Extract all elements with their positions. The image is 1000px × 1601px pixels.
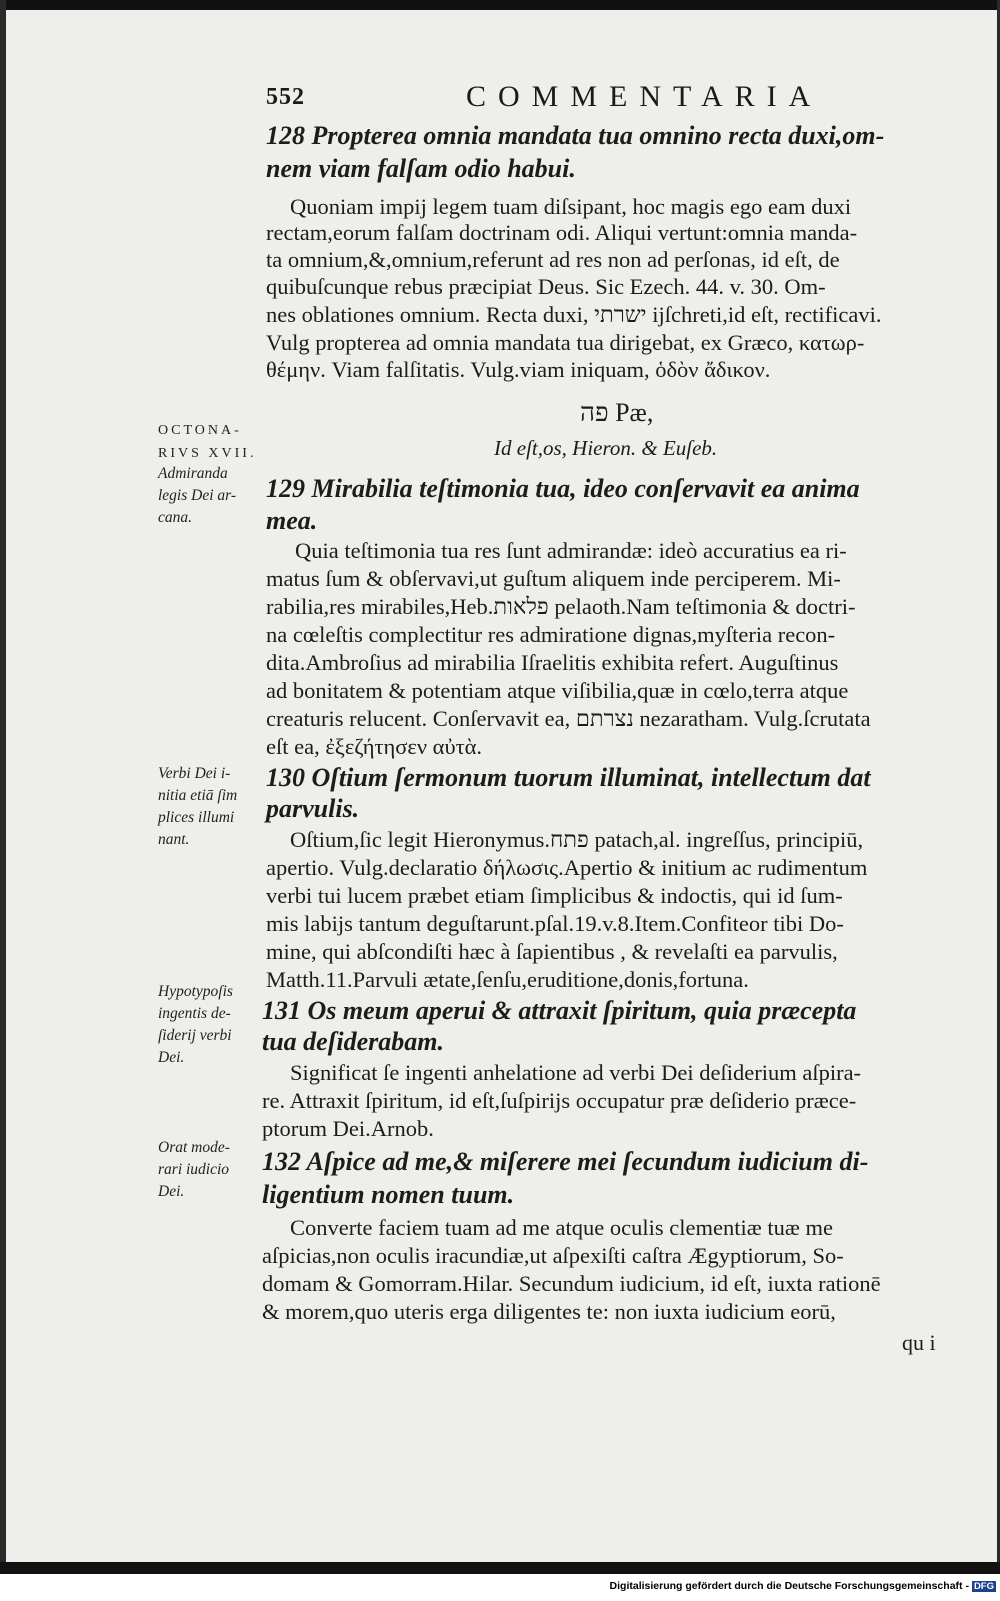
margin-note: Orat mode- <box>158 1139 230 1156</box>
margin-note: ingentis de- <box>158 1005 231 1022</box>
verse-130-line-1: 130 Oſtium ſermonum tuorum illuminat, intellectum dat <box>266 763 871 792</box>
commentary-line: ta omnium,&,omnium,referunt ad res non ad perſonas, id eſt, de <box>266 247 840 272</box>
commentary-line: ad bonitatem & potentiam atque viſibilia,quæ in cœlo,terra atque <box>266 678 849 703</box>
verse-128-line-2: nem viam falſam odio habui. <box>266 154 576 183</box>
verse-132-line-2: ligentium nomen tuum. <box>262 1180 515 1209</box>
commentary-line: rectam,eorum falſam doctrinam odi. Aliqui vertunt:omnia manda- <box>266 220 858 245</box>
verse-131-line-2: tua deſiderabam. <box>262 1027 444 1056</box>
section-heading-gloss: Id eſt,os, Hieron. & Euſeb. <box>494 436 718 460</box>
margin-note: Dei. <box>158 1183 185 1200</box>
verse-131-line-1: 131 Os meum aperui & attraxit ſpiritum, quia præcepta <box>262 996 857 1025</box>
margin-note: Verbi Dei i- <box>158 765 231 782</box>
commentary-line: Quia teſtimonia tua res ſunt admirandæ: ideò accuratius ea ri- <box>295 538 847 563</box>
commentary-line: Oſtium,ſic legit Hieronymus.פתח patach,al. ingreſſus, principiū, <box>290 827 864 852</box>
verse-130-line-2: parvulis. <box>266 794 360 823</box>
commentary-line: Vulg propterea ad omnia mandata tua dirigebat, ex Græco, κατωρ- <box>266 330 865 355</box>
commentary-line: mine, qui abſcondiſti hæc à ſapientibus , & revelaſti ea parvulis, <box>266 939 838 964</box>
catchword: qu i <box>902 1330 936 1355</box>
commentary-line: ptorum Dei.Arnob. <box>262 1116 434 1141</box>
commentary-line: nes oblationes omnium. Recta duxi, ישרתי ijſchreti,id eſt, rectificavi. <box>266 302 882 327</box>
margin-note: RIVS XVII. <box>158 446 257 461</box>
scan-border-top <box>0 0 1000 10</box>
scan-border-bottom <box>0 1562 1000 1574</box>
credit-text: Digitalisierung gefördert durch die Deutsche Forschungsgemeinschaft - <box>609 1580 969 1592</box>
margin-note: Admiranda <box>158 465 228 482</box>
margin-note: ſiderij verbi <box>158 1027 232 1044</box>
verse-128-line-1: 128 Propterea omnia mandata tua omnino recta duxi,om- <box>266 121 885 150</box>
commentary-line: quibuſcunque rebus præcipiat Deus. Sic Ezech. 44. v. 30. Om- <box>266 274 826 299</box>
commentary-line: dita.Ambroſius ad mirabilia Iſraelitis exhibita refert. Auguſtinus <box>266 650 839 675</box>
commentary-line: Converte faciem tuam ad me atque oculis clementiæ tuæ me <box>290 1215 833 1240</box>
section-heading-letter: פה Pæ, <box>580 398 654 427</box>
commentary-line: Matth.11.Parvuli ætate,ſenſu,eruditione,donis,fortuna. <box>266 967 749 992</box>
margin-note: legis Dei ar- <box>158 487 237 504</box>
commentary-line: creaturis relucent. Conſervavit ea, נצרתם nezaratham. Vulg.ſcrutata <box>266 706 871 731</box>
margin-note: cana. <box>158 509 193 526</box>
margin-note: Hypotypoſis <box>158 983 233 1000</box>
commentary-line: apertio. Vulg.declaratio δήλωσις.Apertio & initium ac rudimentum <box>266 855 868 880</box>
page-number: 552 <box>266 84 305 110</box>
commentary-line: domam & Gomorram.Hilar. Secundum iudicium, id eſt, iuxta rationē <box>262 1271 881 1296</box>
margin-note: OCTONA- <box>158 423 242 438</box>
verse-132-line-1: 132 Aſpice ad me,& miſerere mei ſecundum iudicium di- <box>262 1147 869 1176</box>
margin-note: rari iudicio <box>158 1161 230 1178</box>
running-title: COMMENTARIA <box>466 80 823 113</box>
margin-note: Dei. <box>158 1049 185 1066</box>
margin-note: nant. <box>158 831 190 848</box>
commentary-line: rabilia,res mirabiles,Heb.פלאות pelaoth.Nam teſtimonia & doctri- <box>266 594 856 619</box>
verse-129-line-2: mea. <box>266 506 318 535</box>
commentary-line: eſt ea, ἐξεζήτησεν αὐτὰ. <box>266 734 483 759</box>
commentary-line: & morem,quo uteris erga diligentes te: non iuxta iudicium eorū, <box>262 1299 836 1324</box>
scan-border-left <box>0 0 6 1574</box>
digitization-credit <box>610 1580 996 1592</box>
commentary-line: Significat ſe ingenti anhelatione ad verbi Dei deſiderium aſpira- <box>290 1060 862 1085</box>
commentary-line: Quoniam impij legem tuam diſsipant, hoc magis ego eam duxi <box>290 194 852 219</box>
verse-129-line-1: 129 Mirabilia teſtimonia tua, ideo conſervavit ea anima <box>266 474 860 503</box>
commentary-line: na cœleſtis complectitur res admiratione dignas,myſteria recon- <box>266 622 836 647</box>
commentary-line: verbi tui lucem præbet etiam ſimplicibus & indoctis, qui id ſum- <box>266 883 843 908</box>
commentary-line: θέμην. Viam falſitatis. Vulg.viam iniquam, ὁδὸν ἄδικον. <box>266 357 771 382</box>
margin-note: plices illumi <box>158 809 235 826</box>
margin-note: nitia etiā ſim <box>158 787 238 804</box>
dfg-logo: DFG <box>973 1581 994 1592</box>
commentary-line: aſpicias,non oculis iracundiæ,ut aſpexiſti caſtra Ægyptiorum, So- <box>262 1243 844 1268</box>
commentary-line: matus ſum & obſervavi,ut guſtum aliquem inde perciperem. Mi- <box>266 566 841 591</box>
commentary-line: mis labijs tantum deguſtarunt.pſal.19.v.8.Item.Confiteor tibi Do- <box>266 911 844 936</box>
commentary-line: re. Attraxit ſpiritum, id eſt,ſuſpirijs occupatur præ deſiderio præce- <box>262 1088 857 1113</box>
